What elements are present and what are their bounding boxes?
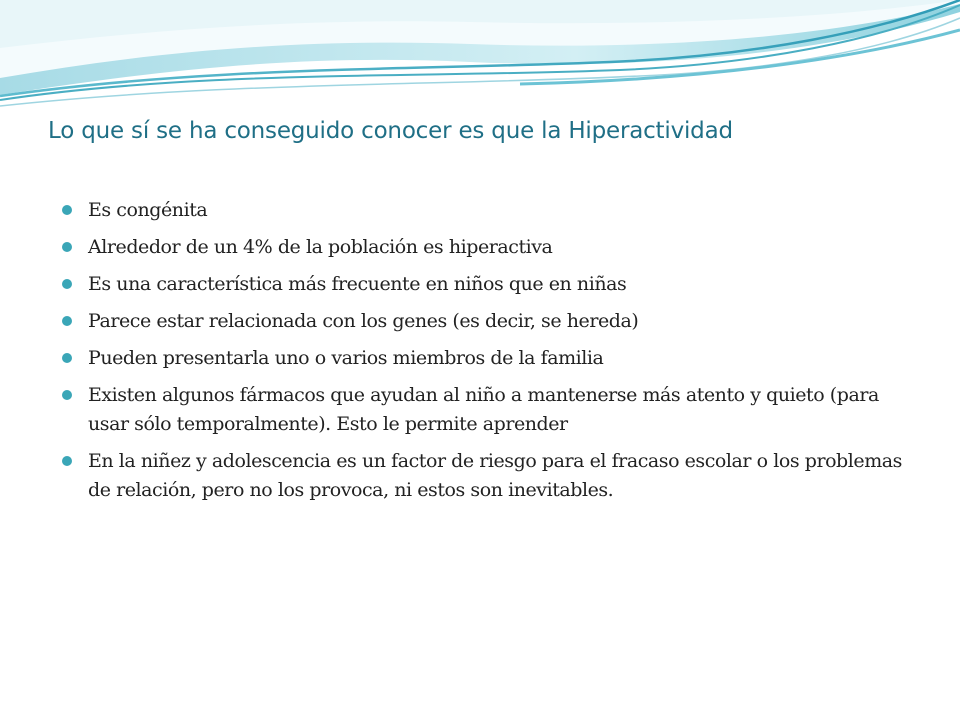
- bullet-text: Es una característica más frecuente en niños que en niñas: [88, 273, 627, 295]
- list-item: [62, 344, 912, 373]
- list-item: [62, 307, 912, 336]
- decorative-wave-header: [0, 0, 960, 120]
- bullet-text: Alrededor de un 4% de la población es hiperactiva: [88, 236, 553, 258]
- bullet-dot-icon: [62, 279, 72, 289]
- list-item: [62, 447, 912, 505]
- bullet-list: [62, 196, 912, 513]
- bullet-dot-icon: [62, 353, 72, 363]
- bullet-text: Es congénita: [88, 199, 208, 221]
- bullet-text: Existen algunos fármacos que ayudan al niño a mantenerse más atento y quieto (para usar sólo temporalmente). Esto le permite aprender: [88, 384, 879, 435]
- bullet-dot-icon: [62, 456, 72, 466]
- bullet-text: En la niñez y adolescencia es un factor de riesgo para el fracaso escolar o los problemas de relación, pero no los provoca, ni estos son inevitables.: [88, 450, 902, 501]
- list-item: [62, 381, 912, 439]
- list-item: [62, 270, 912, 299]
- bullet-dot-icon: [62, 205, 72, 215]
- bullet-dot-icon: [62, 316, 72, 326]
- slide-title: Lo que sí se ha conseguido conocer es que la Hiperactividad: [48, 118, 733, 144]
- list-item: [62, 233, 912, 262]
- list-item: [62, 196, 912, 225]
- bullet-dot-icon: [62, 390, 72, 400]
- bullet-dot-icon: [62, 242, 72, 252]
- bullet-text: Pueden presentarla uno o varios miembros de la familia: [88, 347, 604, 369]
- bullet-text: Parece estar relacionada con los genes (es decir, se hereda): [88, 310, 639, 332]
